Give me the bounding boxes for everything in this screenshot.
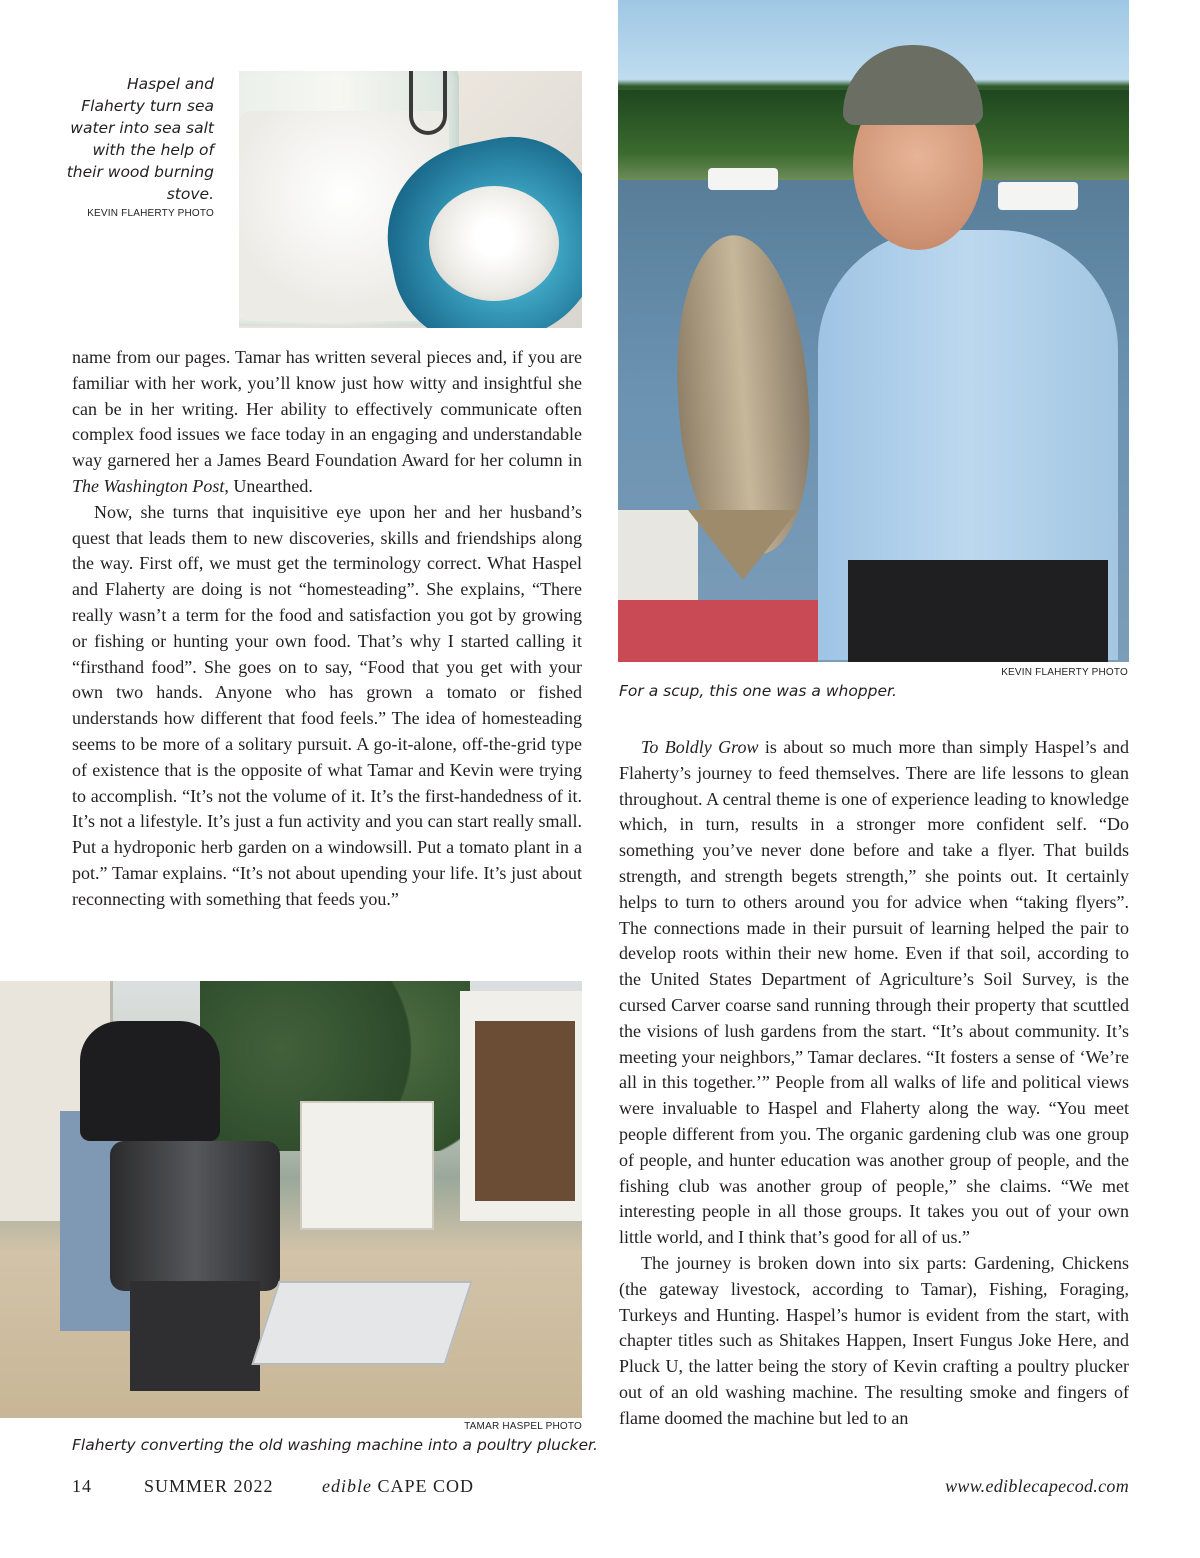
right-paragraph-1 — [619, 735, 1129, 1251]
boat-shape — [708, 168, 778, 190]
fish-caption: For a scup, this one was a whopper. — [619, 682, 897, 700]
stand-shape — [130, 1281, 260, 1391]
magazine-name-rest: CAPE COD — [371, 1476, 474, 1496]
magazine-name — [322, 1476, 474, 1497]
magazine-name-italic: edible — [322, 1476, 372, 1496]
man-shirt-shape — [80, 1021, 220, 1141]
washing-machine-photo — [0, 981, 582, 1418]
fish-tail-shape — [688, 510, 798, 580]
right-paragraph-2: The journey is broken down into six parts: Gardening, Chickens (the gateway livestock, according to Tamar), Fishing, Foraging, Turkeys and Hunting. Haspel’s humor is evident from the start, with chapter titles such as Shitakes Happen, Insert Fungus Joke Here, and Pluck U, the latter being the story of Kevin crafting a poultry plucker out of an old washing machine. The resulting smoke and fingers of flame doomed the machine but led to an — [619, 1252, 1129, 1428]
left-paragraph-2: Now, she turns that inquisitive eye upon her and her husband’s quest that leads them to new discoveries, skills and friendships along the way. First off, we must get the terminology correct. What Haspel and Flaherty are doing is not “homesteading”. She explains, “There really wasn’t a term for the food and satisfaction you got by growing or fishing or hunting your own food. That’s why I started calling it “firsthand food”. She goes on to say, “Food that you get with your own two hands. Anyone who has grown a tomato or fished understands how different that food feels.” The idea of homesteading seems to be more of a solitary pursuit. A go-it-alone, off-the-grid type of existence that is the opposite of what Tamar and Kevin were trying to accomplish. “It’s not the volume of it. It’s the first-handedness of it. It’s not a lifestyle. It’s just a fun activity and you can start really small. Put a hydroponic herb garden on a windowsill. Put a tomato plant in a pot.” Tamar explains. “It’s not about upending your life. It’s just about reconnecting with something that feeds you.” — [72, 501, 582, 909]
left-p1-text: name from our pages. Tamar has written several pieces and, if you are familiar with her work, you’ll know just how witty and insightful she can be in her writing. Her ability to effectively communicate often complex food issues we face today in an engaging and understandable way garnered her a James Beard Foundation Award for her column in — [72, 347, 582, 471]
salt-photo-credit: KEVIN FLAHERTY PHOTO — [87, 208, 214, 219]
right-p1-text: is about so much more than simply Haspel’s and Flaherty’s journey to feed themselves. There are life lessons to glean throughout. A central theme is one of experience leading to knowledge which, in turn, results in a stronger more confident self. “Do something you’ve never done before and take a flyer. That builds strength, and strength begets strength,” she points out. It certainly helps to turn to others around you for advice when “taking flyers”. The connections made in their pursuit of learning helped the pair to develop roots within their new home. Even if that soil, according to the United States Department of Agriculture’s Soil Survey, is the cursed Carver coarse sand running through their property that scuttled the visions of lush gardens from the start. “It’s about community. It’s meeting your neighbors,” Tamar declares. “It fosters a sense of ‘We’re all in this together.’” People from all walks of life and political views were invaluable to Haspel and Flaherty along the way. “You meet people different from you. The organic gardening club was one group of people, and hunter education was another group of people, and the fishing club was another group of people,” she claims. “We met interesting people in all those groups. It takes you out of your own little world, and I think that’s good for all of us.” — [619, 737, 1130, 1248]
publication-title: The Washington Post — [72, 475, 225, 496]
salt-caption-text: Haspel and Flaherty turn sea water into sea salt with the help of their wood burning stove. — [66, 75, 214, 203]
salt-caption — [64, 73, 214, 205]
sea-salt-photo — [239, 71, 582, 328]
washer-shape — [300, 1101, 434, 1230]
issue-label: SUMMER 2022 — [144, 1476, 274, 1496]
bowl-salt-shape — [429, 186, 559, 301]
fish-photo-credit: KEVIN FLAHERTY PHOTO — [1001, 667, 1128, 678]
boat-deck-shape — [618, 600, 818, 662]
website-link[interactable]: www.ediblecapecod.com — [945, 1476, 1129, 1496]
boat-shape — [998, 182, 1078, 210]
scup-fish-photo — [618, 0, 1129, 662]
jar-wire-shape — [409, 71, 447, 135]
page-number: 14 — [72, 1476, 92, 1496]
panel-shape — [251, 1281, 472, 1365]
drum-shape — [110, 1141, 280, 1291]
wash-photo-credit: TAMAR HASPEL PHOTO — [464, 1421, 582, 1432]
cap-shape — [843, 45, 983, 125]
right-column-text — [619, 735, 1129, 1432]
garage-interior-shape — [475, 1021, 575, 1201]
wash-caption: Flaherty converting the old washing machine into a poultry plucker. — [72, 1436, 598, 1454]
left-column-text — [72, 345, 582, 913]
left-paragraph-1 — [72, 345, 582, 500]
person-pants-shape — [848, 560, 1108, 662]
left-p1-end: , Unearthed. — [224, 475, 313, 496]
book-title: To Boldly Grow — [641, 737, 759, 757]
